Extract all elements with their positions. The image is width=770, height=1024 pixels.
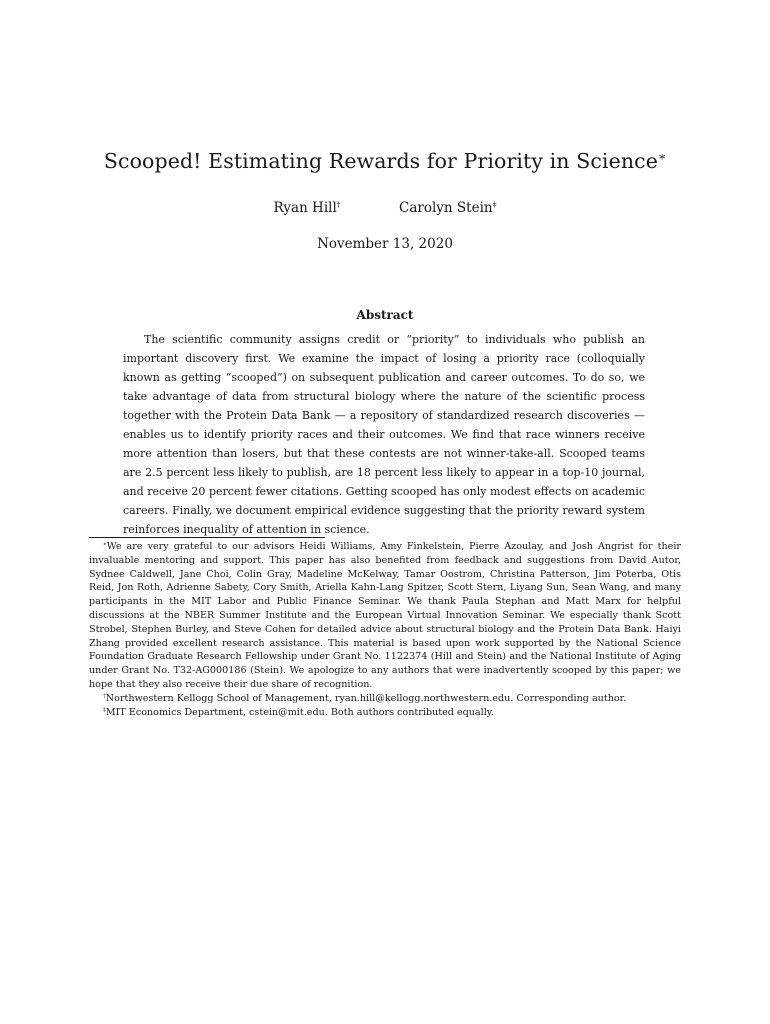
title-footnote-mark: ∗ [657,149,667,164]
footnote-text: Northwestern Kellogg School of Management, ryan.hill@kellogg.northwestern.edu. Corresponding author. [105,692,627,704]
author-1 [273,199,340,217]
paper-title [0,148,770,174]
footnote-divider [89,537,325,538]
footnote-text: We are very grateful to our advisors Heidi Williams, Amy Finkelstein, Pierre Azoulay, and Josh Angrist for their invaluable mentoring and support. This paper has also benefited from feedback and suggestions from David Autor, Sydnee Caldwell, Jane Choi, Colin Gray, Madeline McKelway, Tamar Oostrom, Christina Patterson, Jim Poterba, Otis Reid, Jon Roth, Adrienne Sabety, Cory Smith, Ariella Kahn-Lang Spitzer, Scott Stern, Liyang Sun, Sean Wang, and many participants in the MIT Labor and Public Finance Seminar. We thank Paula Stephan and Matt Marx for helpful discussions at the NBER Summer Institute and the European Virtual Innovation Seminar. We especially thank Scott Strobel, Stephen Burley, and Steve Cohen for detailed advice about structural biology and the Protein Data Bank. Haiyi Zhang provided excellent research assistance. This material is based upon work supported by the National Science Foundation Graduate Research Fellowship under Grant No. 1122374 (Hill and Stein) and the National Institute of Aging under Grant No. T32-AG000186 (Stein). We apologize to any authors that were inadvertently scooped by this paper; we hope that they also receive their due share of recognition. [89,541,681,690]
author-list [0,199,770,217]
author-2 [399,199,497,217]
author-footnote-mark: † [336,200,341,210]
author-footnote-mark: ‡ [492,200,497,210]
paper-date: November 13, 2020 [317,236,453,252]
footnote-author-1 [89,692,681,706]
footnote-author-2 [89,706,681,720]
footnote-text: MIT Economics Department, cstein@mit.edu. Both authors contributed equally. [105,706,494,718]
footnotes [89,540,681,719]
abstract-heading: Abstract [356,308,414,322]
footnote-mark: † [103,693,106,700]
footnote-mark: ∗ [103,541,107,548]
author-name: Carolyn Stein [399,200,493,216]
author-name: Ryan Hill [273,200,337,216]
title-text: Scooped! Estimating Rewards for Priority in Science [103,149,658,173]
abstract-body: The scientific community assigns credit or “priority” to individuals who publish an important discovery first. We examine the impact of losing a priority race (colloquially known as getting “scooped”) on subsequent publication and career outcomes. To do so, we take advantage of data from structural biology where the nature of the scientific process together with the Protein Data Bank — a repository of standardized research discoveries — enables us to identify priority races and their outcomes. We find that race winners receive more attention than losers, but that these contests are not winner-take-all. Scooped teams are 2.5 percent less likely to publish, are 18 percent less likely to appear in a top-10 journal, and receive 20 percent fewer citations. Getting scooped has only modest effects on academic careers. Finally, we document empirical evidence suggesting that the priority reward system reinforces inequality of attention in science. [123,333,645,536]
footnote-mark: ‡ [103,707,106,714]
footnote-acknowledgements [89,540,681,692]
